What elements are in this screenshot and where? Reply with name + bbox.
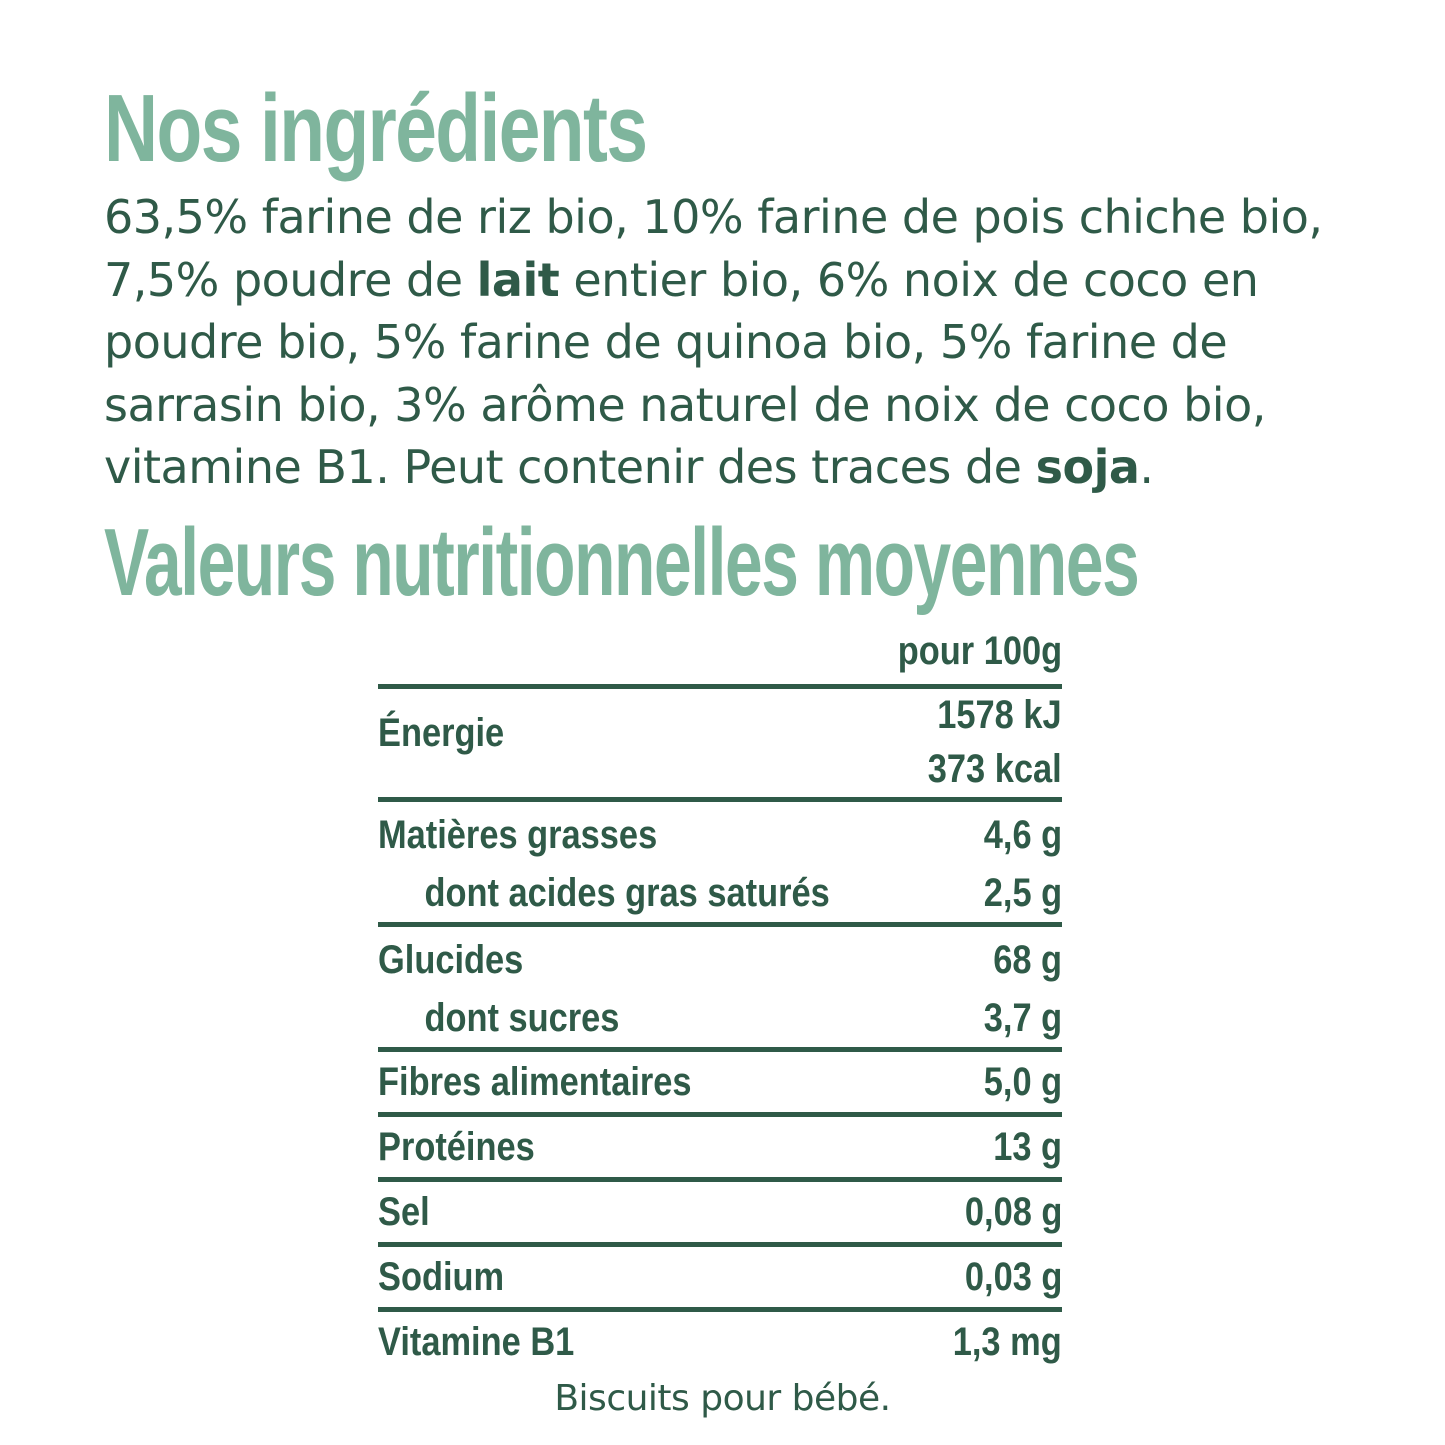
energy-kj-value: 1578 kJ <box>937 693 1062 737</box>
vitamin-b1-label: Vitamine B1 <box>378 1320 575 1364</box>
ingredient-text: sarrasin bio, 3% arôme naturel de noix de coco bio, <box>104 377 1266 432</box>
ingredient-text: . <box>1139 440 1154 494</box>
energy-kcal-value: 373 kcal <box>928 747 1062 791</box>
vitamin-b1-row <box>378 1312 1062 1372</box>
ingredients-list <box>104 186 1424 499</box>
protein-label: Protéines <box>378 1125 535 1169</box>
carbs-label: Glucides <box>378 938 524 982</box>
per-100g-header: pour 100g <box>897 629 1062 673</box>
footer-caption: Biscuits pour bébé. <box>554 1378 891 1419</box>
ingredient-text: entier bio, 6% noix de coco en <box>559 252 1259 307</box>
saturated-fat-label: dont acides gras saturés <box>424 871 830 915</box>
protein-value: 13 g <box>993 1125 1062 1169</box>
energy-row <box>378 689 1062 797</box>
fat-label: Matières grasses <box>378 813 658 857</box>
ingredient-text: 7,5% poudre de <box>104 252 477 307</box>
fibre-row <box>378 1052 1062 1112</box>
salt-row <box>378 1182 1062 1242</box>
nutrition-table <box>378 618 1062 1372</box>
ingredients-line <box>104 186 1424 249</box>
ingredient-text: vitamine B1. Peut contenir des traces de <box>104 440 1036 494</box>
fat-value: 4,6 g <box>983 813 1062 857</box>
allergen-text: lait <box>476 252 560 307</box>
fat-row <box>378 802 1062 922</box>
ingredients-line <box>104 374 1424 437</box>
sugars-value: 3,7 g <box>983 996 1062 1040</box>
nutrition-title: Valeurs nutritionnelles moyennes <box>104 509 1139 616</box>
carbs-value: 68 g <box>993 938 1062 982</box>
saturated-fat-value: 2,5 g <box>983 871 1062 915</box>
allergen-text: soja <box>1035 440 1140 494</box>
carbs-row <box>378 927 1062 1047</box>
sodium-label: Sodium <box>378 1255 505 1299</box>
fibre-value: 5,0 g <box>983 1060 1062 1104</box>
ingredients-title: Nos ingrédients <box>104 75 647 182</box>
ingredients-line <box>104 249 1424 312</box>
ingredient-text: poudre bio, 5% farine de quinoa bio, 5% farine de <box>104 315 1228 369</box>
fibre-label: Fibres alimentaires <box>378 1060 692 1104</box>
vitamin-b1-value: 1,3 mg <box>953 1320 1062 1364</box>
sugars-label: dont sucres <box>424 996 620 1040</box>
protein-row <box>378 1117 1062 1177</box>
ingredients-line <box>104 311 1424 374</box>
ingredients-line <box>104 436 1424 499</box>
salt-label: Sel <box>378 1190 430 1234</box>
salt-value: 0,08 g <box>964 1190 1062 1234</box>
energy-label: Énergie <box>378 711 505 755</box>
ingredient-text: 63,5% farine de riz bio, 10% farine de pois chiche bio, <box>104 190 1323 244</box>
sodium-value: 0,03 g <box>964 1255 1062 1299</box>
sodium-row <box>378 1247 1062 1307</box>
